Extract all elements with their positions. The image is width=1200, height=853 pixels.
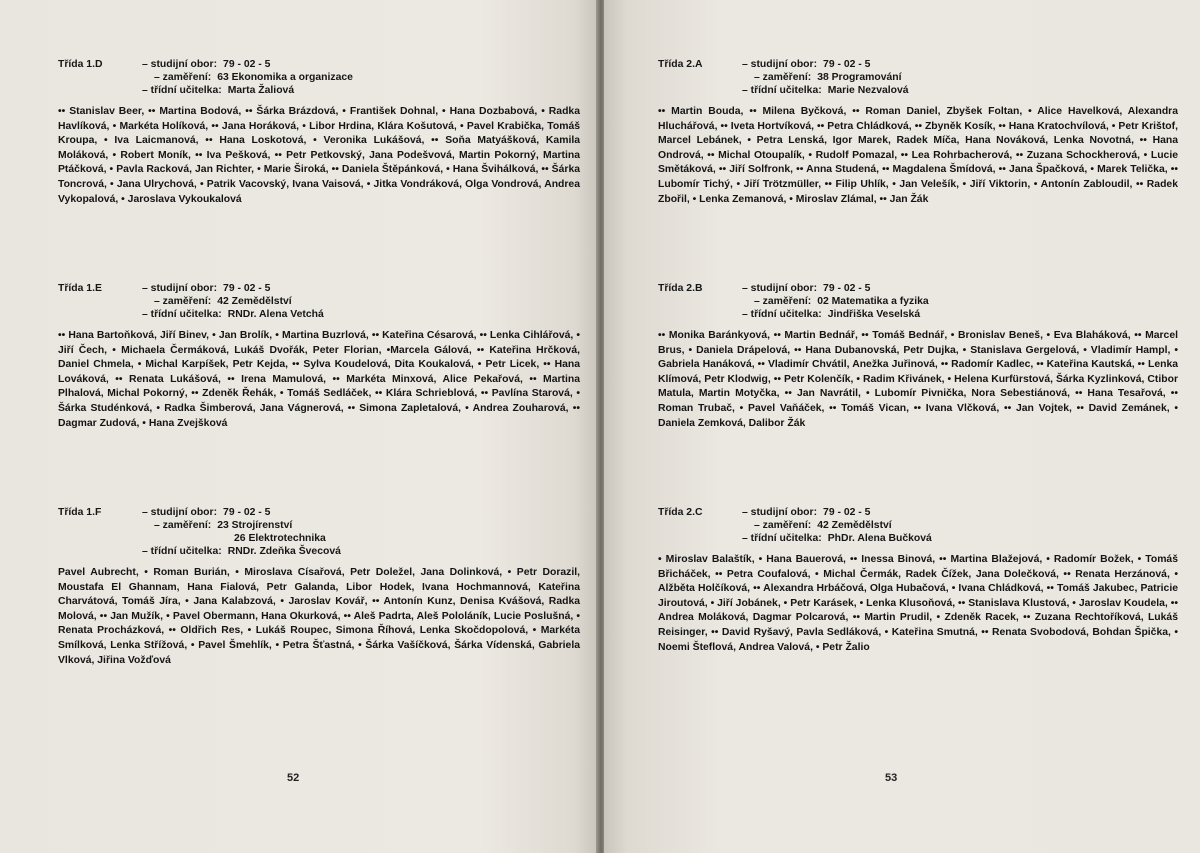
zamereni-label: – zaměření: [754, 72, 812, 83]
obor-label: – studijní obor: [742, 507, 818, 518]
right-page [604, 0, 1200, 853]
obor-label: – studijní obor: [142, 507, 218, 518]
obor-label: – studijní obor: [742, 283, 818, 294]
class-label: Třída 2.C [658, 507, 703, 518]
class-section-1e [58, 282, 580, 431]
obor-label: – studijní obor: [142, 283, 218, 294]
page-number: 52 [287, 772, 300, 784]
class-section-2c [658, 506, 1178, 655]
ucitel-value: RNDr. Alena Vetchá [227, 309, 324, 320]
obor-value: 79 - 02 - 5 [823, 59, 871, 70]
zamereni-label: – zaměření: [754, 296, 812, 307]
left-page [0, 0, 598, 853]
class-section-1f [58, 506, 580, 668]
class-header [58, 506, 580, 559]
ucitel-value: Jindřiška Veselská [827, 309, 921, 320]
ucitel-label: – třídní učitelka: [742, 85, 822, 96]
student-list: •• Stanislav Beer, •• Martina Bodová, •• Šárka Brázdová, • František Dohnal, • Hana Dozbabová, • Radka Havlíková, • Markéta Holíková, •• Jana Horáková, • Libor Hrdina, Klára Košutová, • Pavel Krabička, Tomáš Kroupa, • Iva Laicmanová, •• Hana Loskotová, • Veronika Lukášová, •• Soňa Matyášková, Kamila Moláková, • Robert Moník, •• Iva Pešková, •• Petr Petkovský, Jana Podešvová, Martin Pokorný, Martina Ptáčková, • Pavla Racková, Jan Richter, • Marie Široká, •• Daniela Štěpánková, • Hana Švihálková, •• Šárka Toncrová, • Jana Ulrychová, • Patrik Vacovský, Ivana Vaisová, • Jitka Vondráková, Olga Vondrová, Andrea Vykopalová, • Jaroslava Vykoukalová [58, 106, 580, 205]
class-header [658, 282, 1178, 322]
student-list: Pavel Aubrecht, • Roman Burián, • Miroslava Císařová, Petr Doležel, Jana Dolinková, • Petr Dorazil, Moustafa El Ghannam, Hana Fialová, Petr Galanda, Libor Hodek, Ivana Hochmannová, Kateřina Charvátová, Tomáš Jíra, • Jana Kalabzová, • Jaroslav Kovář, •• Antonín Kunz, Denisa Kvášová, Radka Molová, •• Jan Mužík, • Pavel Obermann, Hana Okurková, •• Aleš Padrta, Aleš Pololáník, Lucie Poslušná, • Renata Procházková, •• Oldřich Res, • Lukáš Roupec, Simona Říhová, Lenka Skočdopolová, • Markéta Smílková, Lenka Střížová, • Pavel Šmehlík, • Petra Šťastná, • Šárka Vašíčková, Šárka Vídenská, Gabriela Vlková, Jiřina Vožďová [58, 567, 580, 666]
zamereni-label: – zaměření: [154, 520, 212, 531]
zamereni-label: – zaměření: [154, 296, 212, 307]
class-section-1d [58, 58, 580, 207]
obor-value: 79 - 02 - 5 [823, 283, 871, 294]
obor-label: – studijní obor: [142, 59, 218, 70]
class-header [658, 58, 1178, 98]
class-header [58, 58, 580, 98]
class-label: Třída 2.A [658, 59, 703, 70]
ucitel-value: Marie Nezvalová [827, 85, 909, 96]
student-list: •• Hana Bartoňková, Jiří Binev, • Jan Brolík, • Martina Buzrlová, •• Kateřina Césarová, •• Lenka Cihlářová, • Jiří Čech, • Michaela Čermáková, Lukáš Dvořák, Peter Florian, •Marcela Gálová, •• Kateřina Hrčková, Daniel Chmela, • Michal Karpíšek, Petr Kejda, •• Sylva Koudelová, Dita Koukalová, • Petr Licek, •• Hana Lováková, •• Renata Lukášová, •• Irena Mamulová, •• Markéta Minxová, Alice Pekařová, •• Martina Plhalová, Michal Pokorný, •• Zdeněk Řehák, • Tomáš Sedláček, •• Klára Schrieblová, •• Pavlína Starová, • Šárka Studénková, • Radka Šimberová, Jana Vágnerová, •• Simona Zapletalová, • Andrea Zouharová, •• Dagmar Zudová, • Hana Zvejšková [58, 330, 580, 429]
zamereni-value: 42 Zemědělství [217, 296, 292, 307]
obor-value: 79 - 02 - 5 [823, 507, 871, 518]
student-list: • Miroslav Balaštík, • Hana Bauerová, •• Inessa Binová, •• Martina Blažejová, • Radomír Božek, • Tomáš Břicháček, •• Petra Coufalová, • Michal Čermák, Radek Čížek, Jana Dolečková, •• Renata Herzánová, • Alžběta Holčíková, •• Alexandra Hrbáčová, Olga Hubačová, • Ivana Chládková, •• Tomáš Jakubec, Patricie Jiroutová, • Jiří Jobánek, • Petr Karásek, • Lenka Klusoňová, •• Stanislava Klustová, • Jaroslav Koudela, •• Andrea Moláková, Dagmar Polcarová, •• Martin Prudil, • Zdeněk Racek, •• Zuzana Rechtoříková, Lukáš Reisinger, •• David Ryšavý, Pavla Sedláková, • Kateřina Smutná, •• Renata Svobodová, Bohdan Špička, • Noemi Šteflová, Andrea Valová, • Petr Žalio [658, 554, 1178, 653]
ucitel-label: – třídní učitelka: [742, 309, 822, 320]
zamereni-value: 02 Matematika a fyzika [817, 296, 929, 307]
zamereni-label: – zaměření: [754, 520, 812, 531]
zamereni-value: 38 Programování [817, 72, 902, 83]
class-label: Třída 1.E [58, 283, 102, 294]
student-list: •• Monika Baránkyová, •• Martin Bednář, •• Tomáš Bednář, • Bronislav Beneš, • Eva Blaháková, •• Marcel Brus, • Daniela Drápelová, •• Hana Dubanovská, Petr Dujka, • Stanislava Gergelová, • Vladimír Hampl, • Gabriela Hanáková, •• Vladimír Chvátil, Anežka Juřinová, •• Radomír Kadlec, •• Kateřina Kautská, •• Lenka Klímová, Petr Klodwig, •• Petr Kolenčík, • Radim Křivánek, • Helena Kurfürstová, Šárka Kyzlinková, Ctibor Matula, Martin Motyčka, •• Jan Navrátil, • Lubomír Pivnička, Nora Sebestiánová, •• Hana Tesařová, •• Roman Trubač, • Pavel Vaňáček, •• Tomáš Vican, •• Ivana Vlčková, •• Jan Vojtek, •• David Zemánek, • Daniela Zemková, Dalibor Žák [658, 330, 1178, 429]
ucitel-label: – třídní učitelka: [742, 533, 822, 544]
zamereni-value: 63 Ekonomika a organizace [217, 72, 353, 83]
obor-label: – studijní obor: [742, 59, 818, 70]
class-header [58, 282, 580, 322]
zamereni-label: – zaměření: [154, 72, 212, 83]
class-label: Třída 1.D [58, 59, 103, 70]
obor-value: 79 - 02 - 5 [223, 283, 271, 294]
student-list: •• Martin Bouda, •• Milena Byčková, •• Roman Daniel, Zbyšek Foltan, • Alice Havelková, Alexandra Hluchářová, •• Iveta Hortvíková, •• Petra Chládková, •• Zbyněk Kosík, •• Hana Kratochvílová, • Petr Krištof, Marcel Lebánek, • Petra Lenská, Igor Marek, Radek Míča, Hana Nováková, Lenka Novotná, •• Hana Ondrová, •• Michal Otoupalík, • Rudolf Pomazal, •• Lea Rohrbacherová, •• Zuzana Schockherová, • Lucie Smětáková, •• Jiří Solfronk, •• Anna Studená, •• Magdalena Šmídová, •• Jana Špačková, • Marek Telička, •• Lubomír Tichý, • Jiří Trötzmüller, •• Filip Uhlík, • Jan Velešík, • Jiří Viktorin, • Antonín Zabloudil, •• Radek Zbořil, • Lenka Zemanová, • Miroslav Zlámal, •• Jan Žák [658, 106, 1178, 205]
ucitel-value: RNDr. Zdeňka Švecová [227, 546, 341, 557]
ucitel-label: – třídní učitelka: [142, 85, 222, 96]
zamereni-value: 23 Strojírenství [217, 520, 293, 531]
class-label: Třída 2.B [658, 283, 703, 294]
obor-value: 79 - 02 - 5 [223, 59, 271, 70]
ucitel-value: PhDr. Alena Bučková [827, 533, 932, 544]
ucitel-label: – třídní učitelka: [142, 546, 222, 557]
ucitel-label: – třídní učitelka: [142, 309, 222, 320]
class-header [658, 506, 1178, 546]
page-number: 53 [885, 772, 898, 784]
ucitel-value: Marta Žaliová [227, 85, 295, 96]
obor-value: 79 - 02 - 5 [223, 507, 271, 518]
zamereni-value: 42 Zemědělství [817, 520, 892, 531]
zamereni-value-2: 26 Elektrotechnika [234, 533, 326, 544]
class-label: Třída 1.F [58, 507, 102, 518]
class-section-2b [658, 282, 1178, 431]
class-section-2a [658, 58, 1178, 207]
